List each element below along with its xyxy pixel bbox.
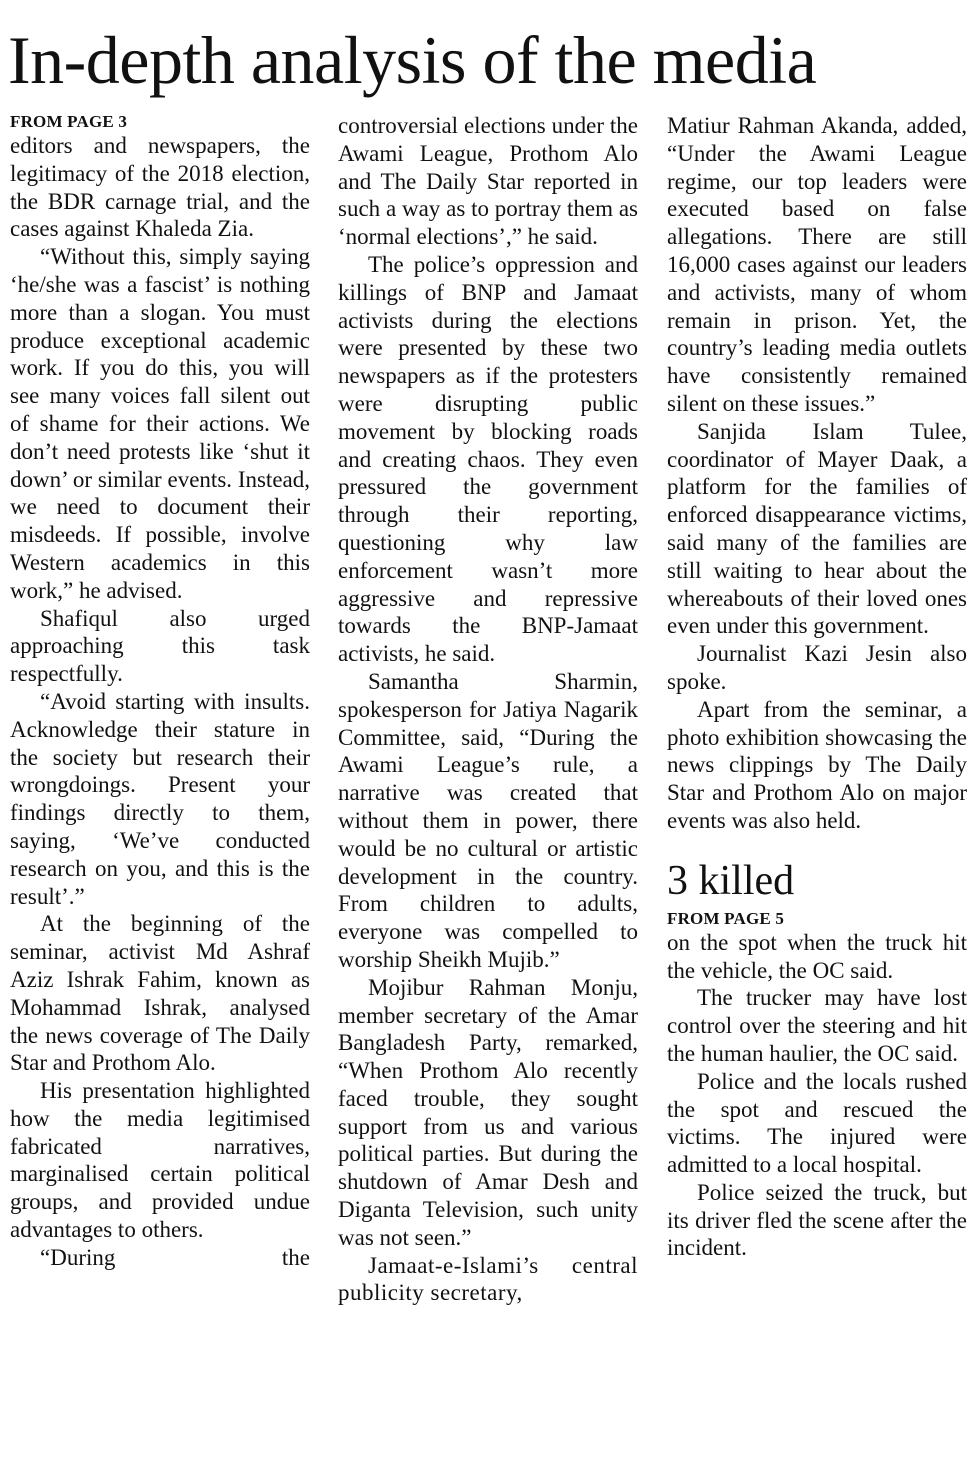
paragraph: “During the [40,1244,310,1270]
page-headline: In-depth analysis of the media [8,22,817,98]
paragraph: Matiur Rahman Akanda, added, “Under the Awami League regime, our top leaders were executed based on false allegations. There are still 16,000 cases against our leaders and activists, many of whom remain in prison. Yet, the country’s leading media outlets have consistently remained silent on these issues.” [667,113,967,416]
paragraph: Police seized the truck, but its driver fled the scene after the incident. [667,1179,967,1261]
paragraph: controversial elections under the Awami League, Prothom Alo and The Daily Star reported in such a way as to portray them as ‘normal elections’,” he said. [338,113,638,250]
paragraph: At the beginning of the seminar, activist Md Ashraf Aziz Ishrak Fahim, known as Mohammad Ishrak, analysed the news coverage of The Daily Star and Prothom Alo. [10,911,310,1076]
paragraph: editors and newspapers, the legitimacy of the 2018 election, the BDR carnage trial, and the cases against Khaleda Zia. [10,133,310,242]
article-headline: 3 killed [667,857,795,904]
article-column-2 [338,112,638,1307]
paragraph: Mojibur Rahman Monju, member secretary of the Amar Bangladesh Party, remarked, “When Prothom Alo recently faced trouble, they sought support from us and various political parties. But during the shutdown of Amar Desh and Diganta Television, such unity was not seen.” [338,974,638,1250]
paragraph: The police’s oppression and killings of BNP and Jamaat activists during the elections were presented by these two newspapers as if the protesters were disrupting public movement by blocking roads and creating chaos. They even pressured the government through their reporting, questioning why law enforcement wasn’t more aggressive and repressive towards the BNP-Jamaat activists, he said. [338,251,638,667]
article-column-3 [667,112,967,1262]
paragraph: Jamaat-e-Islami’s central publicity secretary, [338,1252,638,1306]
paragraph: “Without this, simply saying ‘he/she was a fascist’ is nothing more than a slogan. You must produce exceptional academic work. If you do this, you will see many voices fall silent out of shame for their actions. We don’t need protests like ‘shut it down’ or similar events. Instead, we need to document their misdeeds. If possible, involve Western academics in this work,” he advised. [10,244,310,603]
paragraph: on the spot when the truck hit the vehicle, the OC said. [667,929,967,983]
paragraph: His presentation highlighted how the media legitimised fabricated narratives, marginalised certain political groups, and provided undue advantages to others. [10,1078,310,1243]
paragraph: Shafiqul also urged approaching this task respectfully. [10,605,310,687]
paragraph: Sanjida Islam Tulee, coordinator of Mayer Daak, a platform for the families of enforced disappearance victims, said many of the families are still waiting to hear about the whereabouts of their loved ones even under this government. [667,418,967,639]
paragraph: Apart from the seminar, a photo exhibition showcasing the news clippings by The Daily Star and Prothom Alo on major events was also held. [667,696,967,833]
paragraph: The trucker may have lost control over the steering and hit the human haulier, the OC said. [667,985,967,1066]
paragraph: Journalist Kazi Jesin also spoke. [667,641,967,694]
paragraph: “Avoid starting with insults. Acknowledge their stature in the society but research their wrongdoings. Present your findings directly to them, saying, ‘We’ve conducted research on you, and this is the result’.” [10,688,310,909]
paragraph: Samantha Sharmin, spokesperson for Jatiya Nagarik Committee, said, “During the Awami League’s rule, a narrative was created that without them in power, there would be no cultural or artistic development in the country. From children to adults, everyone was compelled to worship Sheikh Mujib.” [338,668,638,972]
continuation-kicker: FROM PAGE 3 [10,112,128,131]
article-column-1 [10,112,310,1272]
paragraph: Police and the locals rushed the spot and rescued the victims. The injured were admitted to a local hospital. [667,1068,967,1178]
continuation-kicker: FROM PAGE 5 [667,908,785,928]
